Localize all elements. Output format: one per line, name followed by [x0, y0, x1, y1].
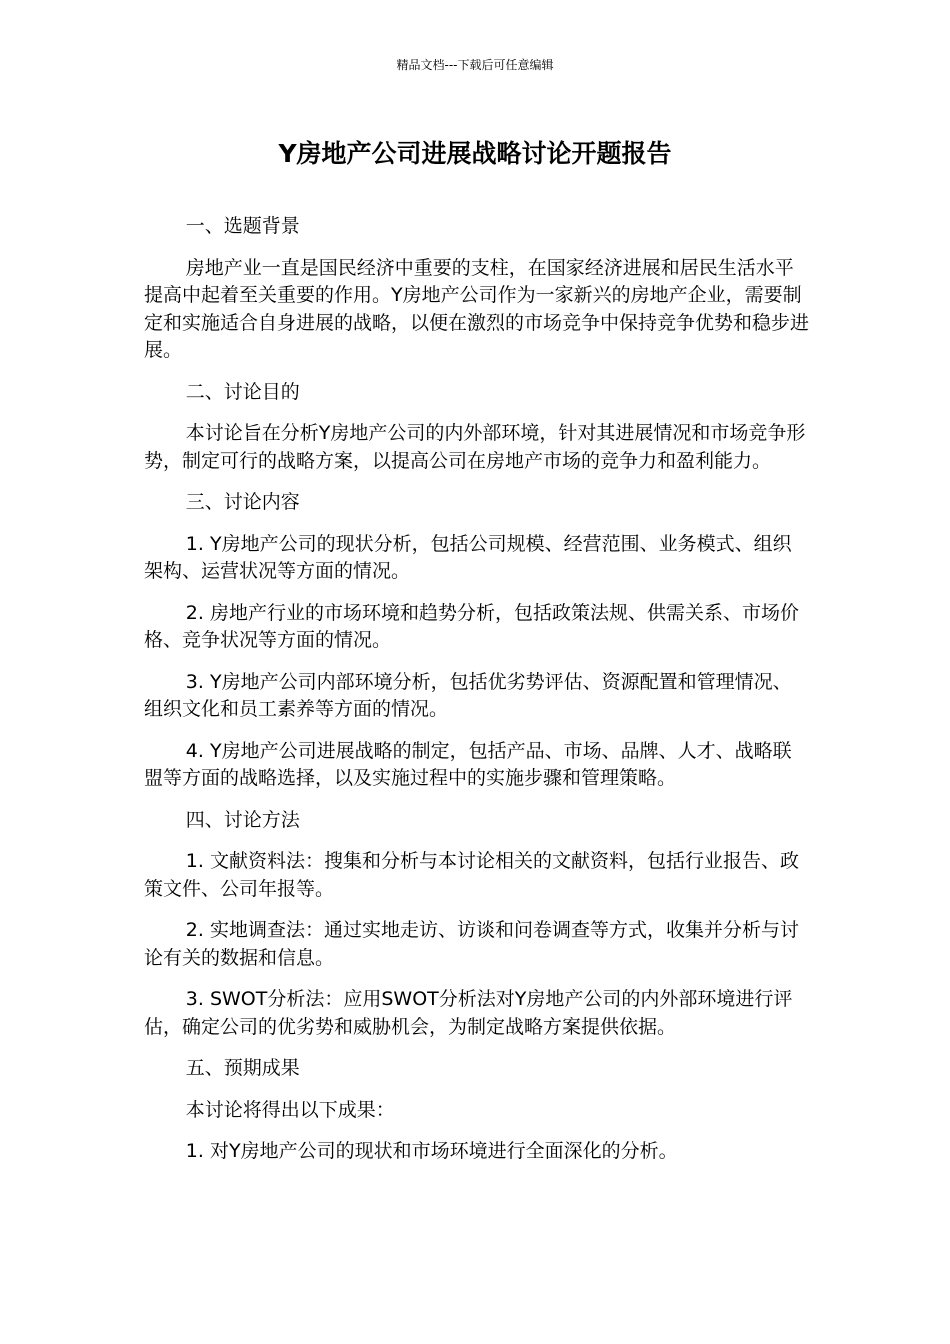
content-item-1: 1. Y房地产公司的现状分析，包括公司规模、经营范围、业务模式、组织架构、运营状况等方面的情况。 — [144, 532, 792, 582]
section-heading-outcomes: 五、预期成果 — [185, 1057, 300, 1079]
paragraph-purpose: 本讨论旨在分析Y房地产公司的内外部环境，针对其进展情况和市场竞争形势，制定可行的战略方案，以提高公司在房地产市场的竞争力和盈利能力。 — [144, 422, 806, 472]
document-title: Y房地产公司进展战略讨论开题报告 — [278, 139, 672, 168]
content-item-2: 2. 房地产行业的市场环境和趋势分析，包括政策法规、供需关系、市场价格、竞争状况等方面的情况。 — [144, 601, 799, 651]
paragraph-background: 房地产业一直是国民经济中重要的支柱，在国家经济进展和居民生活水平提高中起着至关重要的作用。Y房地产公司作为一家新兴的房地产企业，需要制定和实施适合自身进展的战略，以便在激烈的市场竞争中保持竞争优势和稳步进展。 — [144, 256, 810, 361]
method-item-1: 1. 文献资料法：搜集和分析与本讨论相关的文献资料，包括行业报告、政策文件、公司年报等。 — [144, 850, 799, 900]
document-body — [144, 213, 809, 1180]
content-item-4: 4. Y房地产公司进展战略的制定，包括产品、市场、品牌、人才、战略联盟等方面的战略选择，以及实施过程中的实施步骤和管理策略。 — [144, 739, 792, 789]
section-heading-methods: 四、讨论方法 — [185, 808, 300, 831]
outcome-item-1: 1. 对Y房地产公司的现状和市场环境进行全面深化的分析。 — [185, 1140, 678, 1162]
method-item-2: 2. 实地调查法：通过实地走访、访谈和问卷调查等方式，收集并分析与讨论有关的数据和信息。 — [144, 919, 799, 969]
content-item-3: 3. Y房地产公司内部环境分析，包括优劣势评估、资源配置和管理情况、组织文化和员工素养等方面的情况。 — [144, 670, 792, 720]
method-item-3: 3. SWOT分析法：应用SWOT分析法对Y房地产公司的内外部环境进行评估，确定公司的优劣势和威胁机会，为制定战略方案提供依据。 — [144, 988, 793, 1038]
section-heading-purpose: 二、讨论目的 — [185, 380, 300, 403]
outcomes-intro: 本讨论将得出以下成果： — [185, 1098, 395, 1121]
page-header: 精品文档---下载后可任意编辑 — [396, 58, 554, 72]
section-heading-content: 三、讨论内容 — [185, 491, 300, 513]
section-heading-background: 一、选题背景 — [185, 215, 300, 237]
